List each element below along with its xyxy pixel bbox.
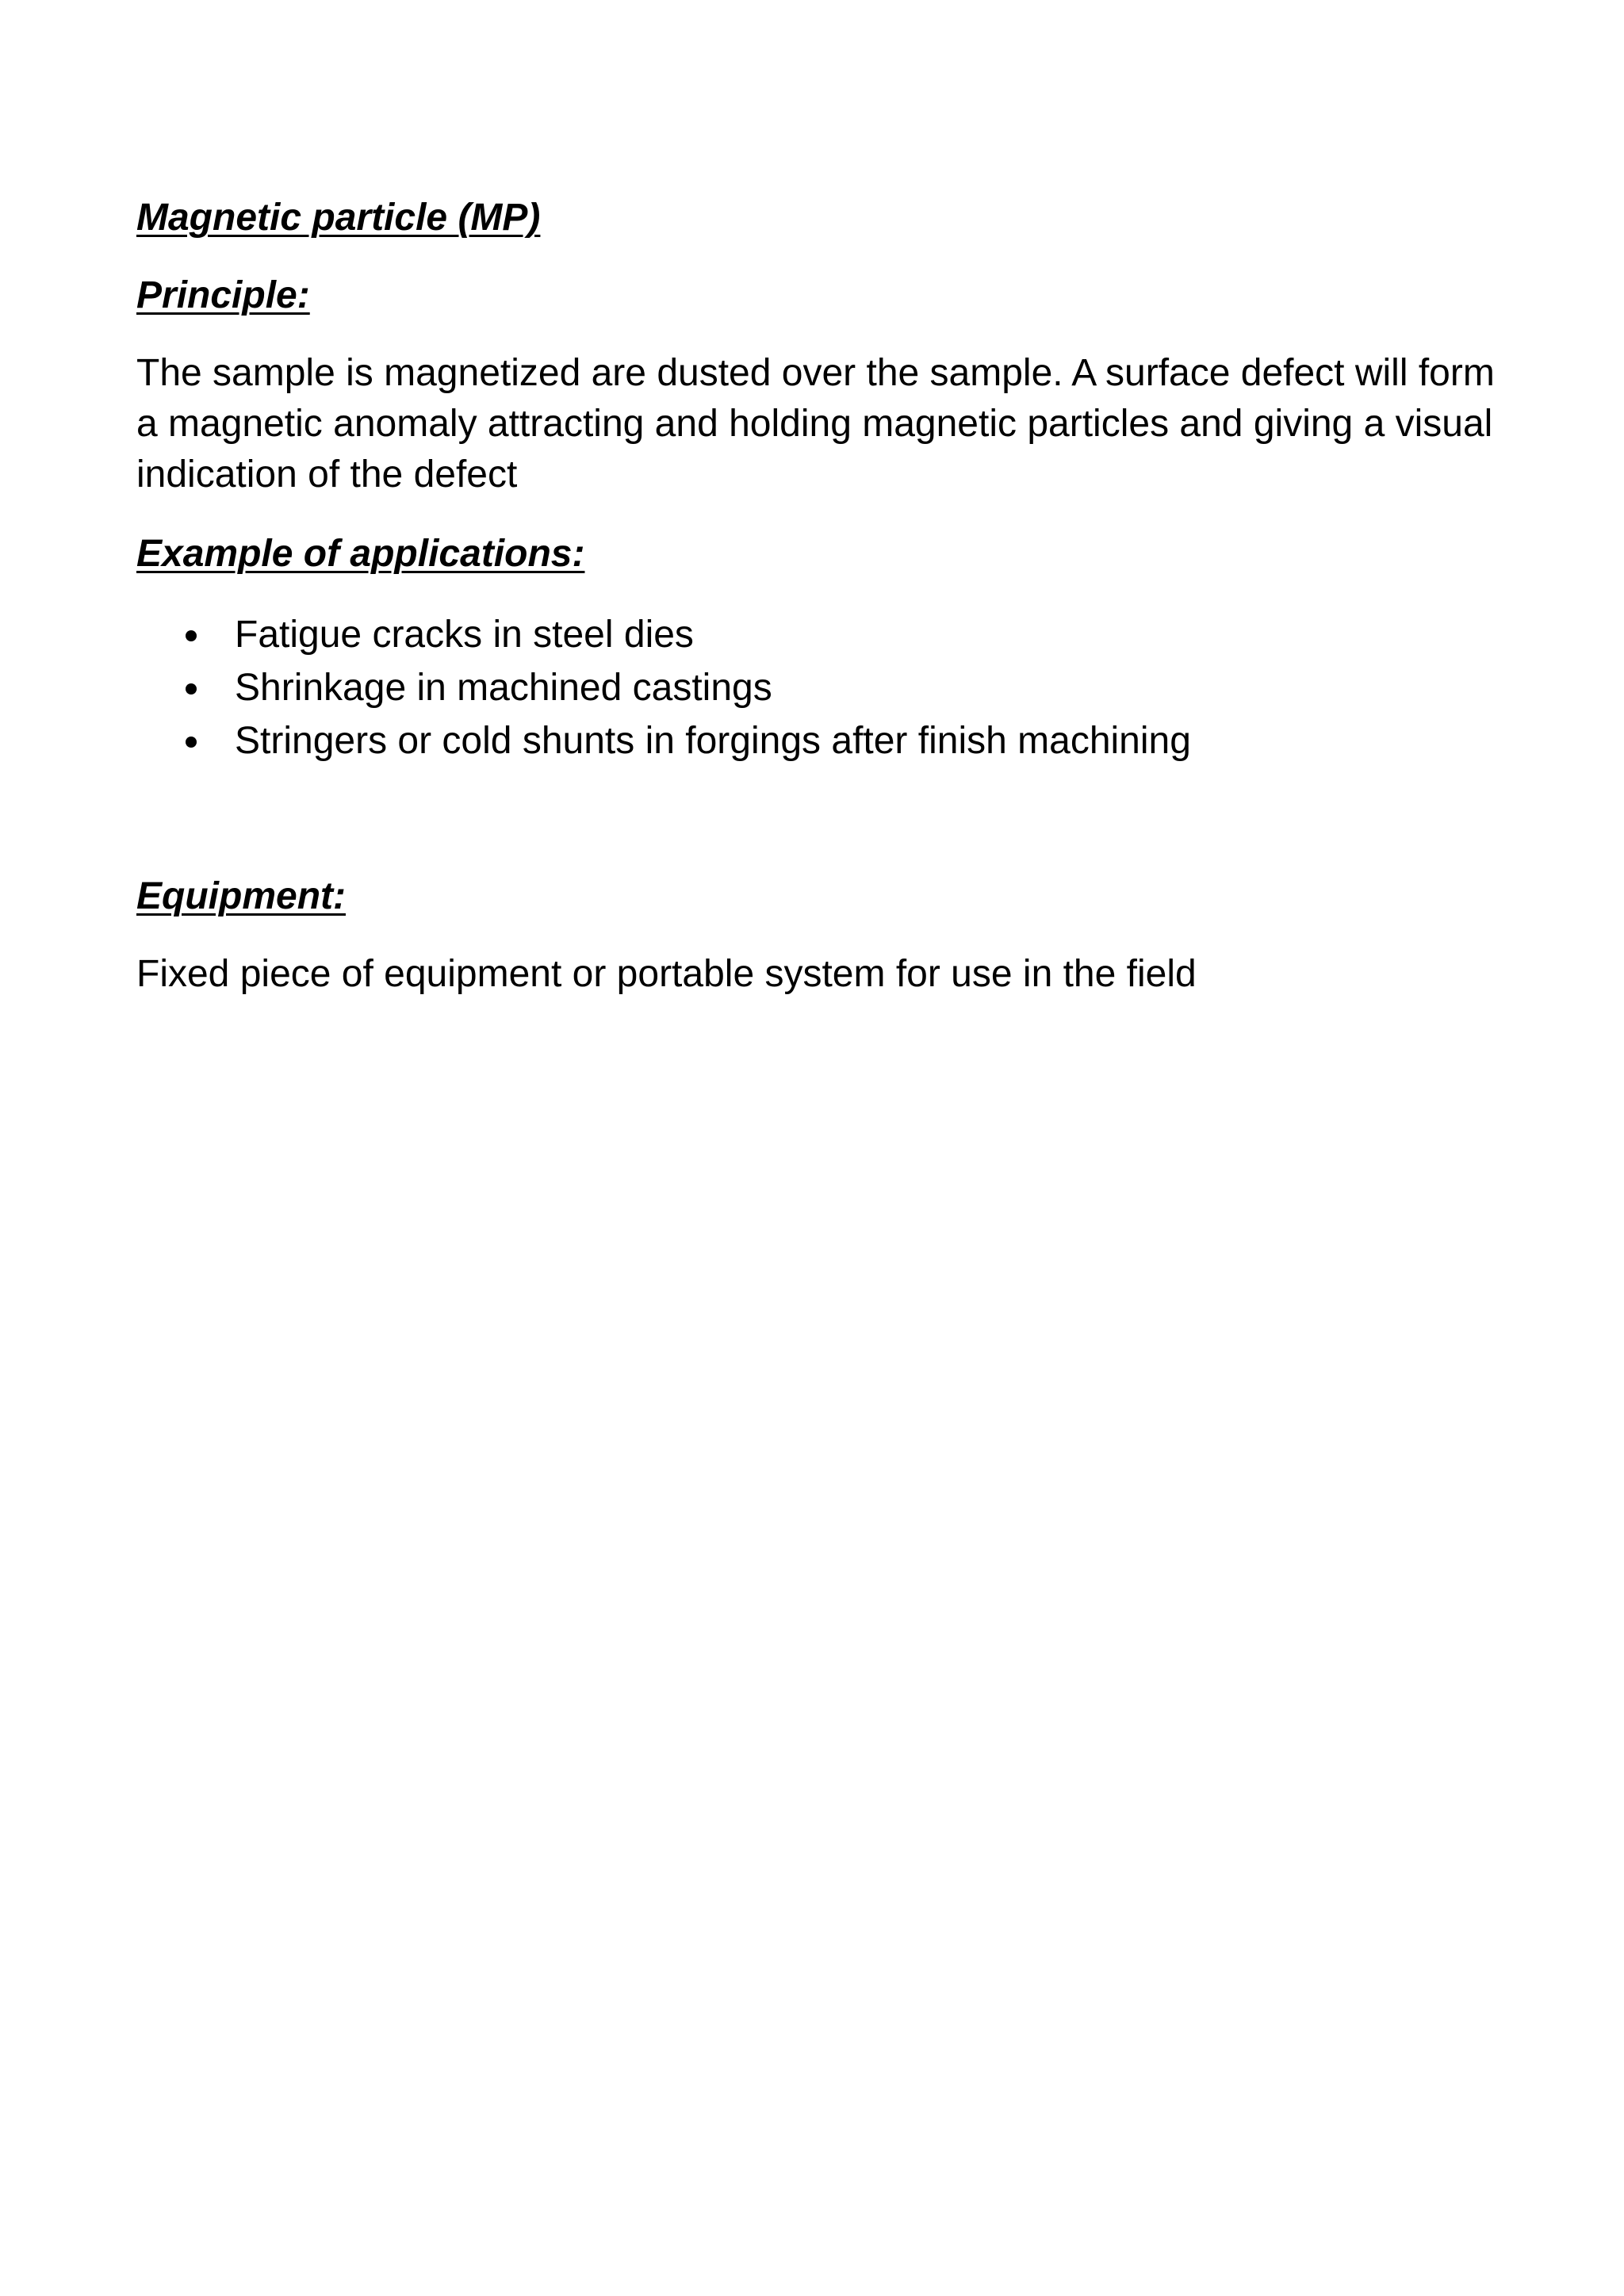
list-item [136,661,1532,714]
list-item-text: Stringers or cold shunts in forgings after finish machining [235,720,1191,762]
principle-paragraph [136,348,1532,500]
bullet-icon [186,683,197,695]
equipment-heading: Equipment: [136,875,346,917]
list-item-text: Fatigue cracks in steel dies [235,614,694,656]
applications-heading: Example of applications: [136,533,585,575]
principle-line: indication of the defect [136,453,518,496]
equipment-paragraph: Fixed piece of equipment or portable system for use in the field [136,953,1197,995]
principle-line: a magnetic anomaly attracting and holding magnetic particles and giving a visual [136,403,1493,445]
applications-list [136,608,1532,767]
principle-heading: Principle: [136,274,310,316]
list-item [136,714,1532,767]
list-item [136,608,1532,661]
list-item-text: Shrinkage in machined castings [235,667,772,709]
principle-line: The sample is magnetized are dusted over the sample. A surface defect will form [136,352,1495,394]
document-title: Magnetic particle (MP) [136,197,541,239]
bullet-icon [186,630,197,641]
bullet-icon [186,737,197,748]
